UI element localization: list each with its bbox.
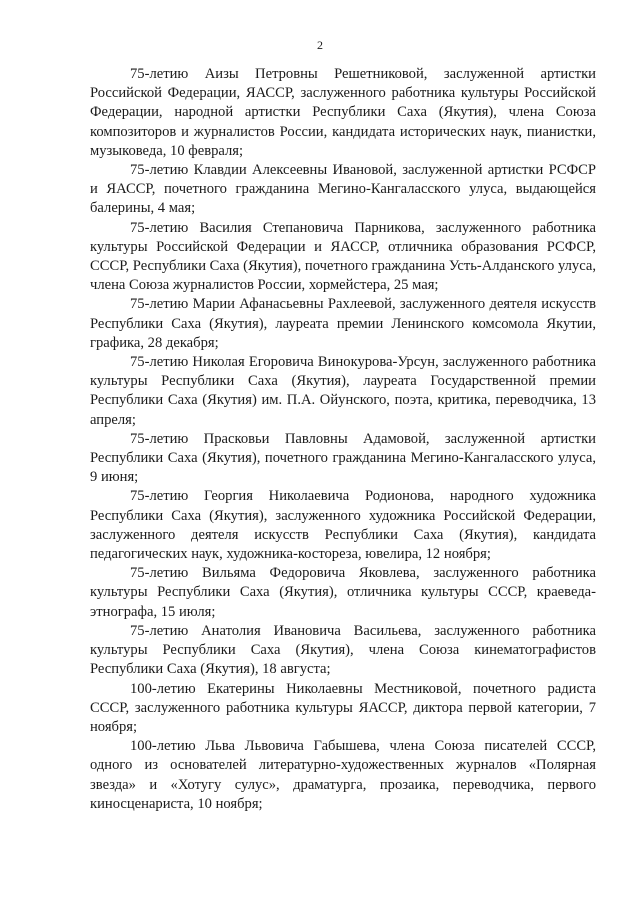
paragraph-mestnikova: 100-летию Екатерины Николаевны Местниковой, почетного радиста СССР, заслуженного работника культуры ЯАССР, диктора первой категории, 7 ноября; [90, 680, 596, 735]
paragraph-adamova: 75-летию Прасковьи Павловны Адамовой, заслуженной артистки Республики Саха (Якутия), почетного гражданина Мегино-Кангаласского улуса, 9 июня; [90, 430, 596, 486]
paragraph-yakovlev: 75-летию Вильяма Федоровича Яковлева, заслуженного работника культуры Республики Саха (Якутия), отличника культуры СССР, краеведа-этнографа, 15 июля; [90, 565, 596, 620]
document-body [90, 65, 596, 814]
page-number: 2 [317, 38, 323, 52]
paragraph-vinokurov-ursun: 75-летию Николая Егоровича Винокурова-Урсун, заслуженного работника культуры Республики Саха (Якутия), лауреата Государственной премии Республики Саха (Якутия) им. П.А. Ойунского, поэта, критика, переводчика, 13 апреля; [90, 354, 596, 428]
paragraph-ivanova: 75-летию Клавдии Алексеевны Ивановой, заслуженной артистки РСФСР и ЯАССР, почетного гражданина Мегино-Кангаласского улуса, выдающейся балерины, 4 мая; [90, 162, 596, 217]
paragraph-reshetnikova: 75-летию Аизы Петровны Решетниковой, заслуженной артистки Российской Федерации, ЯАССР, заслуженного работника культуры Российской Федерации, народной артистки Республики Саха (Якутия), члена Союза композиторов и журналистов России, кандидата исторических наук, пианистки, музыковеда, 10 февраля; [90, 66, 596, 159]
paragraph-vasiliev: 75-летию Анатолия Ивановича Васильева, заслуженного работника культуры Республики Саха (Якутия), члена Союза кинематографистов Республики Саха (Якутия), 18 августа; [90, 622, 596, 678]
paragraph-parnikov: 75-летию Василия Степановича Парникова, заслуженного работника культуры Российской Федерации и ЯАССР, отличника образования РСФСР, СССР, Республики Саха (Якутия), почетного гражданина Усть-Алданского улуса, члена Союза журналистов России, хормейстера, 25 мая; [90, 219, 597, 294]
paragraph-rodionov: 75-летию Георгия Николаевича Родионова, народного художника Республики Саха (Якутия), заслуженного художника Российской Федерации, заслуженного деятеля искусств Республики Саха (Якутия), кандидата педагогических наук, художника-костореза, ювелира, 12 ноября; [90, 488, 596, 563]
paragraph-gabyshev: 100-летию Льва Львовича Габышева, члена Союза писателей СССР, одного из основателей литературно-художественных журналов «Полярная звезда» и «Хотугу сулус», драматурга, прозаика, переводчика, первого киносценариста, 10 ноября; [90, 738, 596, 812]
paragraph-rakhleeva: 75-летию Марии Афанасьевны Рахлеевой, заслуженного деятеля искусств Республики Саха (Якутия), лауреата премии Ленинского комсомола Якутии, графика, 28 декабря; [90, 296, 596, 351]
